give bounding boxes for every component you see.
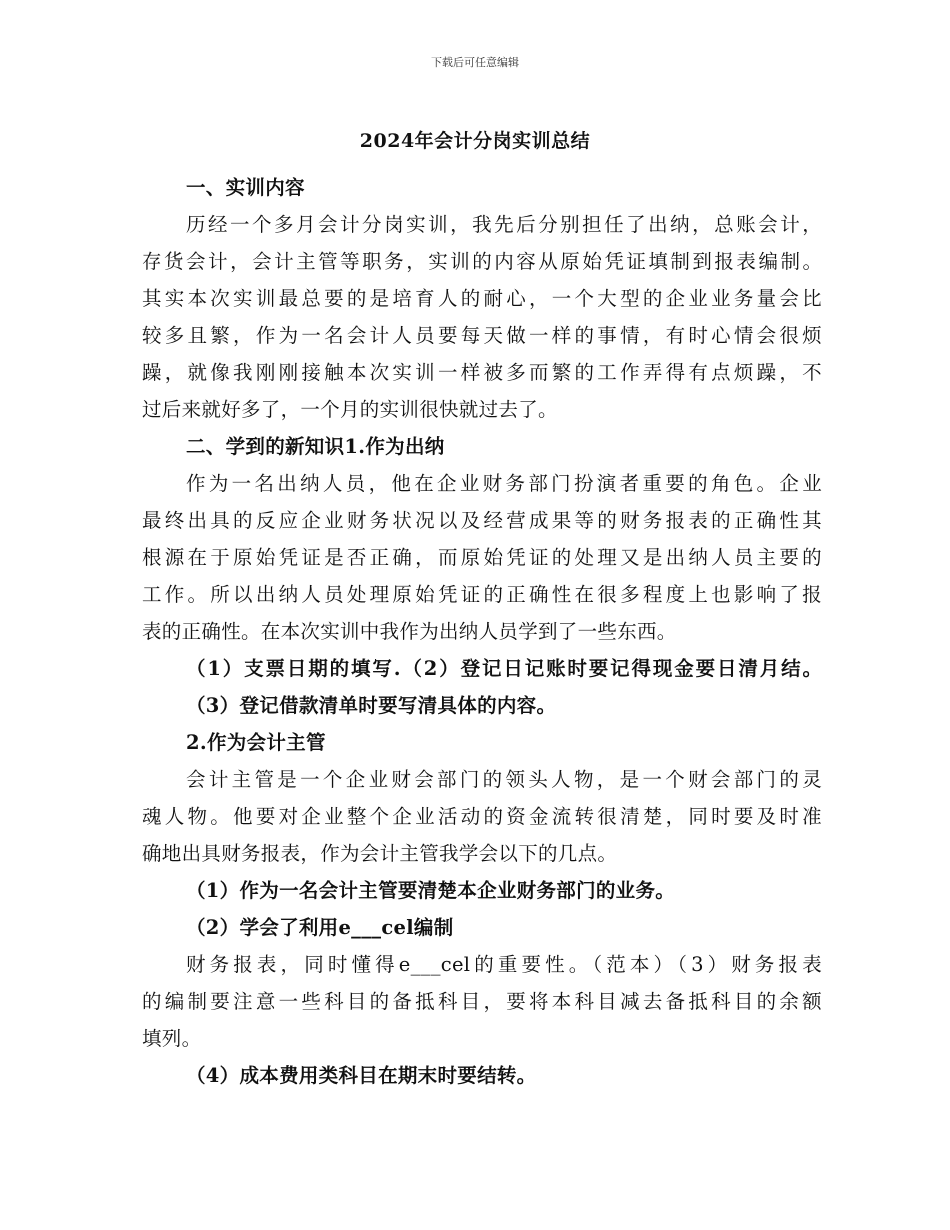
subheading-accounting-supervisor: 2.作为会计主管 — [186, 731, 326, 754]
paragraph-line: 根源在于原始凭证是否正确，而原始凭证的处理又是出纳人员主要的 — [142, 546, 822, 569]
paragraph-line: 财务报表，同时懂得e___cel的重要性。（范本）（3）财务报表 — [186, 953, 822, 976]
paragraph-line: 确地出具财务报表，作为会计主管我学会以下的几点。 — [142, 842, 618, 865]
list-item: （1）支票日期的填写.（2）登记日记账时要记得现金要日清月结。 — [186, 657, 822, 680]
paragraph-line: 作为一名出纳人员，他在企业财务部门扮演者重要的角色。企业 — [186, 472, 822, 495]
paragraph-line: 过后来就好多了，一个月的实训很快就过去了。 — [142, 398, 558, 421]
paragraph-line: 的编制要注意一些科目的备抵科目，要将本科目减去备抵科目的余额 — [142, 990, 822, 1013]
section-heading-new-knowledge: 二、学到的新知识1.作为出纳 — [186, 435, 445, 458]
paragraph-line: 躁，就像我刚刚接触本次实训一样被多而繁的工作弄得有点烦躁，不 — [142, 361, 822, 384]
paragraph-line: 填列。 — [142, 1027, 202, 1050]
list-item: （1）作为一名会计主管要清楚本企业财务部门的业务。 — [186, 879, 676, 902]
list-item: （4）成本费用类科目在期末时要结转。 — [186, 1064, 537, 1087]
paragraph-line: 最终出具的反应企业财务状况以及经营成果等的财务报表的正确性其 — [142, 509, 822, 532]
paragraph-line: 表的正确性。在本次实训中我作为出纳人员学到了一些东西。 — [142, 620, 677, 643]
paragraph-line: 较多且繁，作为一名会计人员要每天做一样的事情，有时心情会很烦 — [142, 324, 822, 347]
paragraph-line: 工作。所以出纳人员处理原始凭证的正确性在很多程度上也影响了报 — [142, 583, 822, 606]
header-note: 下载后可任意编辑 — [431, 56, 519, 69]
paragraph-line: 魂人物。他要对企业整个企业活动的资金流转很清楚，同时要及时准 — [142, 805, 822, 828]
list-item: （2）学会了利用e___cel编制 — [186, 916, 454, 939]
page-title: 2024年会计分岗实训总结 — [359, 130, 591, 152]
document-body — [142, 169, 822, 1094]
paragraph-line: 历经一个多月会计分岗实训，我先后分别担任了出纳，总账会计， — [186, 213, 822, 236]
paragraph-line: 会计主管是一个企业财会部门的领头人物，是一个财会部门的灵 — [186, 768, 822, 791]
section-heading-training-content: 一、实训内容 — [186, 176, 305, 199]
list-item: （3）登记借款清单时要写清具体的内容。 — [186, 694, 557, 717]
paragraph-line: 其实本次实训最总要的是培育人的耐心，一个大型的企业业务量会比 — [142, 287, 822, 310]
paragraph-line: 存货会计，会计主管等职务，实训的内容从原始凭证填制到报表编制。 — [142, 250, 822, 273]
